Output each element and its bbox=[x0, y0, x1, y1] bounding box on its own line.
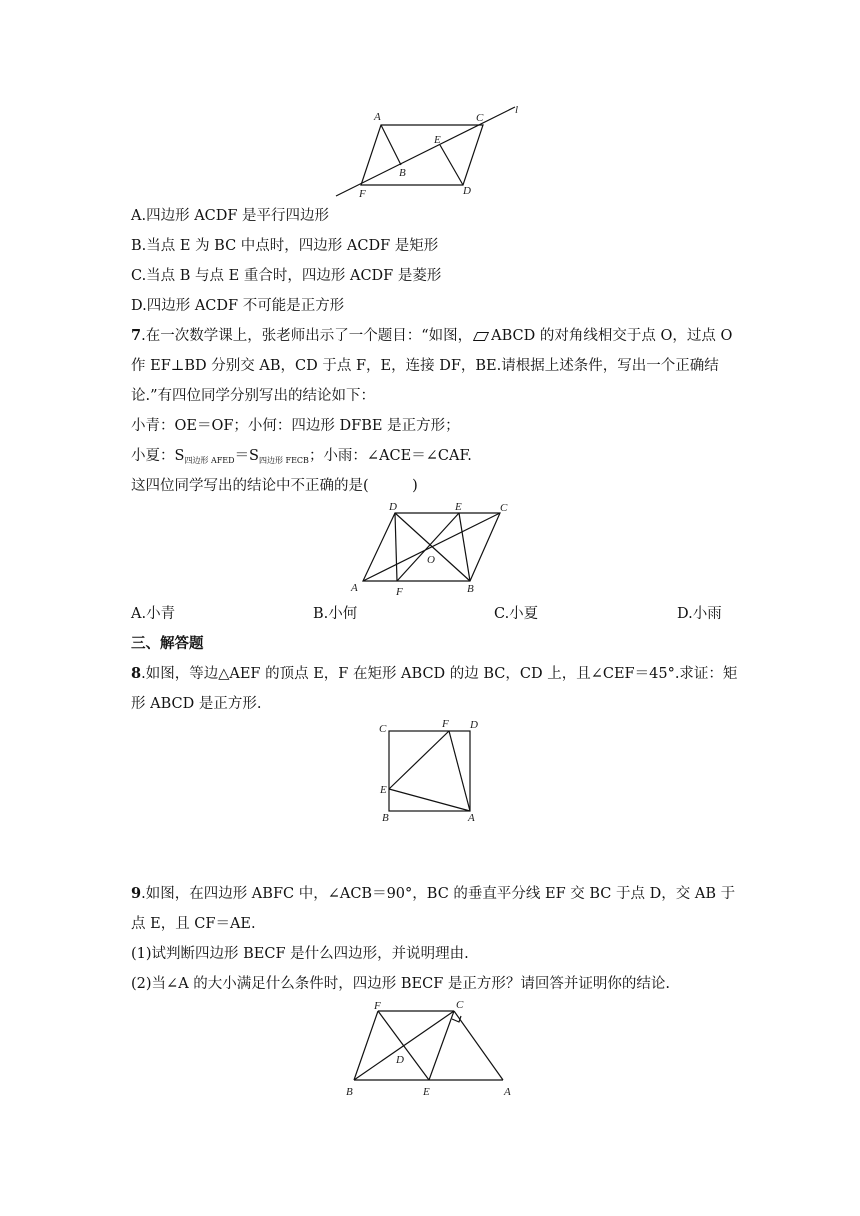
q8-number: 8 bbox=[131, 665, 142, 682]
q9-figure bbox=[340, 996, 525, 1100]
q9-line-4: (2)当∠A 的大小满足什么条件时，四边形 BECF 是正方形？请回答并证明你的结论. bbox=[131, 976, 670, 992]
section-title: 三、解答题 bbox=[131, 635, 204, 652]
q7-label-f: F bbox=[396, 586, 403, 598]
q9-line-1 bbox=[131, 884, 735, 904]
q7-text-5b: ＝S bbox=[234, 448, 259, 464]
q6-option-a: A.四边形 ACDF 是平行四边形 bbox=[131, 208, 330, 224]
q6-label-f: F bbox=[359, 188, 366, 200]
q6-label-c: C bbox=[476, 112, 484, 124]
q9-label-e: E bbox=[423, 1086, 430, 1098]
q7-label-o: O bbox=[427, 554, 435, 566]
q9-label-a: A bbox=[504, 1086, 511, 1098]
q8-label-e: E bbox=[380, 784, 387, 796]
q8-label-d: D bbox=[470, 719, 478, 731]
q8-figure bbox=[370, 714, 490, 826]
q9-number: 9 bbox=[131, 885, 142, 902]
q7-label-a: A bbox=[351, 582, 358, 594]
q7-text-1a: .在一次数学课上，张老师出示了一个题目：“如图， bbox=[141, 328, 473, 344]
q7-line-4: 小青：OE＝OF；小何：四边形 DFBE 是正方形； bbox=[131, 418, 460, 434]
q6-option-b: B.当点 E 为 BC 中点时，四边形 ACDF 是矩形 bbox=[131, 238, 439, 254]
q8-label-a: A bbox=[468, 812, 475, 824]
q7-option-a: A.小青 bbox=[131, 606, 176, 622]
q9-line-3: (1)试判断四边形 BECF 是什么四边形，并说明理由. bbox=[131, 946, 469, 962]
q9-label-b: B bbox=[346, 1086, 353, 1098]
q7-option-d: D.小雨 bbox=[677, 606, 722, 622]
q8-line-1 bbox=[131, 664, 737, 684]
q6-label-e: E bbox=[434, 134, 441, 146]
q9-label-d: D bbox=[396, 1054, 404, 1066]
q7-line-5 bbox=[131, 446, 472, 468]
q7-label-e: E bbox=[455, 501, 462, 513]
q6-label-b: B bbox=[399, 167, 406, 179]
q9-text-1: .如图，在四边形 ABFC 中，∠ACB＝90°，BC 的垂直平分线 EF 交 BC 于点 D，交 AB 于 bbox=[141, 886, 736, 902]
q7-line-6: 这四位同学写出的结论中不正确的是( ) bbox=[131, 478, 418, 494]
q9-label-f: F bbox=[374, 1000, 381, 1012]
q6-label-l: l bbox=[515, 104, 519, 116]
q8-label-f: F bbox=[442, 718, 449, 730]
q7-sub-2: 四边形 FECB bbox=[259, 456, 309, 465]
q7-option-b: B.小何 bbox=[313, 606, 358, 622]
q6-label-d: D bbox=[463, 185, 471, 197]
q7-line-1 bbox=[131, 326, 733, 346]
q7-label-d: D bbox=[389, 501, 397, 513]
q7-figure bbox=[345, 498, 525, 600]
q9-label-c: C bbox=[456, 999, 464, 1011]
q7-label-b: B bbox=[467, 583, 474, 595]
q9-line-2: 点 E，且 CF＝AE. bbox=[131, 916, 256, 932]
q8-line-2: 形 ABCD 是正方形. bbox=[131, 696, 262, 712]
q7-sub-1: 四边形 AFED bbox=[184, 456, 235, 465]
q7-text-1b: ABCD 的对角线相交于点 O，过点 O bbox=[491, 328, 733, 344]
q7-text-5c: ；小雨：∠ACE＝∠CAF. bbox=[308, 448, 472, 464]
q7-text-5a: 小夏：S bbox=[131, 448, 185, 464]
q8-label-c: C bbox=[379, 723, 387, 735]
q7-line-3: 论.”有四位同学分别写出的结论如下： bbox=[131, 388, 376, 404]
q6-label-a: A bbox=[374, 111, 381, 123]
q6-figure bbox=[330, 100, 530, 200]
q8-text-1: .如图，等边△AEF 的顶点 E，F 在矩形 ABCD 的边 BC，CD 上，且∠CEF＝45°.求证：矩 bbox=[141, 666, 738, 682]
q7-label-c: C bbox=[500, 502, 508, 514]
q6-option-c: C.当点 B 与点 E 重合时，四边形 ACDF 是菱形 bbox=[131, 268, 442, 284]
q7-line-2: 作 EF⊥BD 分别交 AB，CD 于点 F，E，连接 DF，BE.请根据上述条件，写出一个正确结 bbox=[131, 358, 719, 374]
q6-option-d: D.四边形 ACDF 不可能是正方形 bbox=[131, 298, 345, 314]
parallelogram-icon bbox=[473, 332, 489, 341]
q8-label-b: B bbox=[382, 812, 389, 824]
q7-option-c: C.小夏 bbox=[494, 606, 539, 622]
q7-number: 7 bbox=[131, 327, 142, 344]
